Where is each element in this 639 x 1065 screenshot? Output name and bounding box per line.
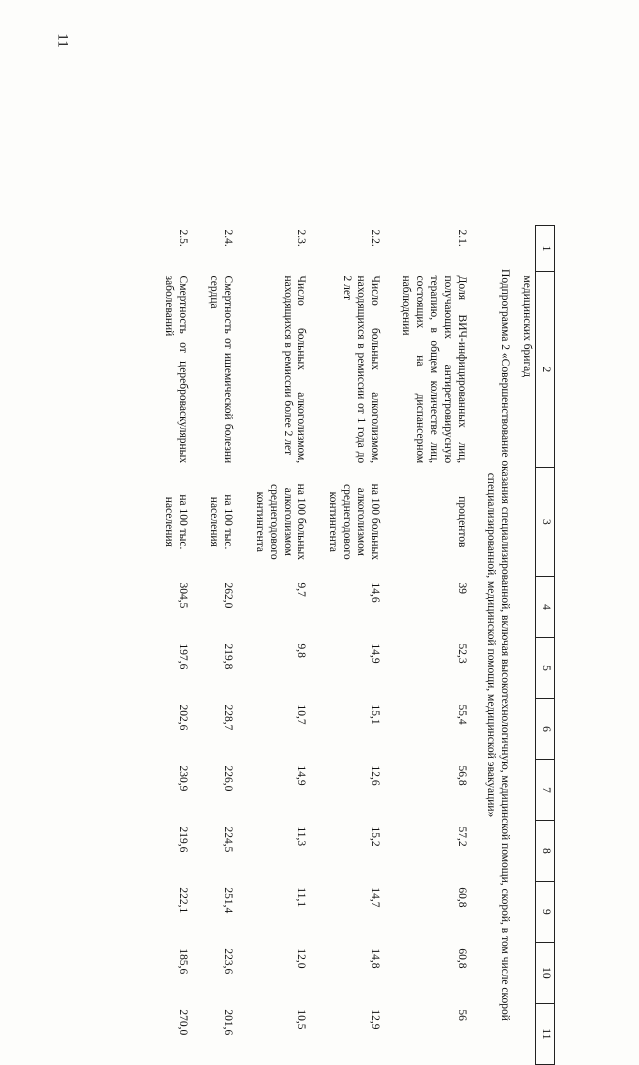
value-cell: 12,9 xyxy=(368,1009,381,1030)
column-header: 10 xyxy=(536,942,555,1003)
column-header: 11 xyxy=(536,1003,555,1064)
value-cell: 262,0 xyxy=(222,582,235,609)
value-cell: 270,0 xyxy=(176,1009,189,1036)
row-number: 2.1. xyxy=(455,229,468,247)
subprogram-row xyxy=(476,226,518,1065)
value-cell: 12,0 xyxy=(295,948,308,969)
row-number: 2.4. xyxy=(222,229,235,247)
indicator-name: Смертность от цереброваскулярных заболеваний xyxy=(162,275,189,464)
table-row xyxy=(151,226,197,1065)
column-header: 4 xyxy=(536,577,555,638)
value-cell: 223,6 xyxy=(222,948,235,975)
value-cell: 304,5 xyxy=(176,582,189,609)
value-cell: 55,4 xyxy=(455,704,468,725)
row-number: 2.5. xyxy=(176,229,189,247)
indicator-name: Число больных алкоголизмом, находящихся в ремиссии более 2 лет xyxy=(281,275,308,464)
value-cell: 39 xyxy=(455,582,468,594)
value-cell: 15,2 xyxy=(368,826,381,847)
column-header: 7 xyxy=(536,759,555,820)
table-row xyxy=(389,226,476,1065)
value-cell: 219,8 xyxy=(222,643,235,670)
row-number: 2.2. xyxy=(368,229,381,247)
table-row xyxy=(197,226,243,1065)
column-header: 8 xyxy=(536,820,555,881)
column-header: 9 xyxy=(536,881,555,942)
table-row xyxy=(315,226,388,1065)
row-number: 2.3. xyxy=(295,229,308,247)
rotated-table-container xyxy=(45,225,555,1065)
value-cell: 226,0 xyxy=(222,765,235,792)
value-cell: 60,8 xyxy=(455,948,468,969)
column-header: 5 xyxy=(536,637,555,698)
value-cell: 14,8 xyxy=(368,948,381,969)
value-cell: 14,6 xyxy=(368,582,381,603)
value-cell: 52,3 xyxy=(455,643,468,664)
value-cell: 9,8 xyxy=(295,643,308,658)
value-cell: 222,1 xyxy=(176,887,189,914)
value-cell: 12,6 xyxy=(368,765,381,786)
value-cell: 14,7 xyxy=(368,887,381,908)
value-cell: 56 xyxy=(455,1009,468,1021)
value-cell: 56,8 xyxy=(455,765,468,786)
carryover-row xyxy=(517,226,535,1065)
value-cell: 224,5 xyxy=(222,826,235,853)
column-header: 3 xyxy=(536,467,555,576)
value-cell: 11,3 xyxy=(295,826,308,847)
unit-cell: на 100 больных алкоголизмом среднегодового контингента xyxy=(254,483,308,560)
value-cell: 14,9 xyxy=(295,765,308,786)
column-number-header-row xyxy=(536,226,555,1065)
value-cell: 228,7 xyxy=(222,704,235,731)
column-header: 6 xyxy=(536,698,555,759)
carryover-text: медицинских бригад xyxy=(521,275,533,378)
value-cell: 57,2 xyxy=(455,826,468,847)
column-header: 1 xyxy=(536,226,555,272)
indicator-name: Смертность от ишемической болезни сердца xyxy=(208,275,235,464)
value-cell: 197,6 xyxy=(176,643,189,670)
value-cell: 230,9 xyxy=(176,765,189,792)
unit-cell: на 100 тыс. населения xyxy=(208,494,235,550)
value-cell: 201,6 xyxy=(222,1009,235,1036)
unit-cell: на 100 больных алкоголизмом среднегодового контингента xyxy=(327,483,381,560)
indicator-name: Число больных алкоголизмом, находящихся в ремиссии от 1 года до 2 лет xyxy=(341,275,381,464)
page-number: 11 xyxy=(54,33,71,48)
indicators-table xyxy=(151,225,555,1065)
subprogram-title: Подпрограмма 2 «Совершенствование оказания специализированной, включая высокотехнологичную, медицинской помощи, скорой, в том числе скорой специализированной, медицинской помощи, медицинской эвакуации» xyxy=(485,269,512,1021)
value-cell: 10,5 xyxy=(295,1009,308,1030)
unit-cell: на 100 тыс. населения xyxy=(162,494,189,550)
value-cell: 15,1 xyxy=(368,704,381,725)
value-cell: 219,6 xyxy=(176,826,189,853)
value-cell: 9,7 xyxy=(295,582,308,597)
value-cell: 251,4 xyxy=(222,887,235,914)
indicator-name: Доля ВИЧ-инфицированных лиц, получающих антиретровирусную терапию, в общем количестве лиц, состоящих на диспансерном наблюдении xyxy=(400,275,468,464)
column-header: 2 xyxy=(536,272,555,468)
value-cell: 11,1 xyxy=(295,887,308,908)
value-cell: 10,7 xyxy=(295,704,308,725)
value-cell: 14,9 xyxy=(368,643,381,664)
value-cell: 185,6 xyxy=(176,948,189,975)
table-row xyxy=(242,226,315,1065)
unit-cell: процентов xyxy=(455,496,468,548)
value-cell: 202,6 xyxy=(176,704,189,731)
value-cell: 60,8 xyxy=(455,887,468,908)
